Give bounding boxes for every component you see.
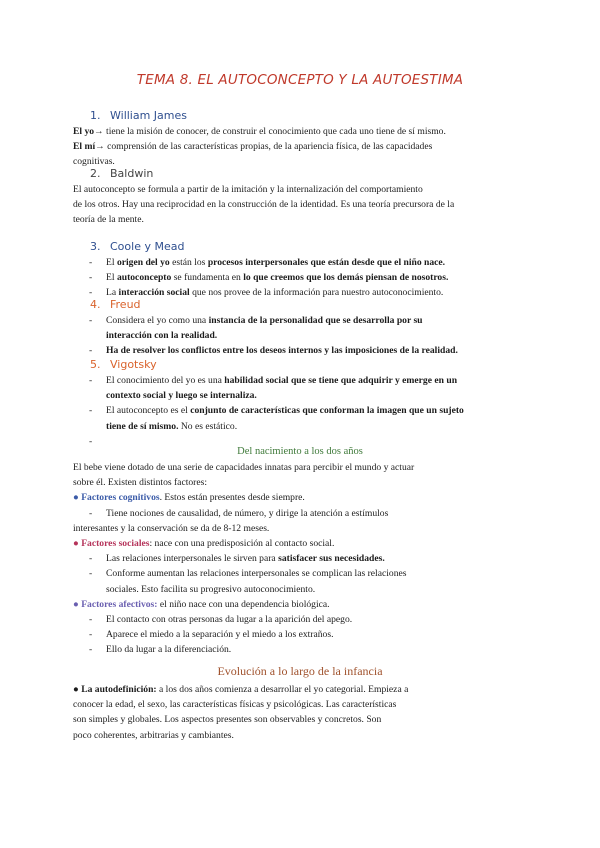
list-item: - Ha de resolver los conflictos entre los deseos internos y las imposiciones de la realidad. <box>89 345 458 357</box>
evolucion-text <box>73 682 553 743</box>
list-item: - El autoconcepto es el conjunto de características que conforman la imagen que un sujeto tiene de sí mismo. No es estático. <box>89 405 464 432</box>
list-item: - Las relaciones interpersonales le sirven para satisfacer sus necesidades. <box>89 553 385 565</box>
list-item: - Tiene nociones de causalidad, de número, y dirige la atención a estímulos <box>89 507 389 519</box>
factor-social: ● Factores sociales: nace con una predisposición al contacto social. <box>73 538 335 550</box>
list-item: - La interacción social que nos provee de la información para nuestro autoconocimiento. <box>89 287 444 299</box>
coole-mead-list <box>73 255 553 301</box>
paragraph: cognitivas. <box>73 156 115 168</box>
paragraph: conocer la edad, el sexo, las características físicas y psicológicas. Las características <box>73 699 397 711</box>
nacimiento-text <box>73 460 553 658</box>
william-james-text <box>73 124 533 170</box>
paragraph: El bebe viene dotado de una serie de capacidades innatas para percibir el mundo y actuar <box>73 462 415 473</box>
section-heading-baldwin: 2. Baldwin <box>90 167 154 180</box>
list-item: - Aparece el miedo a la separación y el miedo a los extraños. <box>89 629 334 641</box>
paragraph: El autoconcepto se formula a partir de la imitación y la internalización del comportamiento <box>73 184 423 195</box>
section-title-evolucion: Evolución a lo largo de la infancia <box>217 664 383 678</box>
factor-afectivo: ● Factores afectivos: el niño nace con una dependencia biológica. <box>73 598 330 610</box>
section-heading-freud: 4. Freud <box>90 298 141 311</box>
list-item: - <box>89 435 93 447</box>
section-heading-william-james: 1. William James <box>90 109 188 122</box>
baldwin-text <box>73 182 533 228</box>
document-title: TEMA 8. EL AUTOCONCEPTO Y LA AUTOESTIMA <box>136 72 464 88</box>
paragraph: interesantes y la conservación se da de 8-12 meses. <box>73 522 270 534</box>
freud-list <box>73 313 553 359</box>
paragraph: El mí→ comprensión de las características propias, de la apariencia física, de las capacidades <box>73 141 433 153</box>
paragraph: El yo→ tiene la misión de conocer, de construir el conocimiento que cada uno tiene de sí mismo. <box>73 126 446 137</box>
paragraph: teoría de la mente. <box>73 214 144 226</box>
list-item: - Conforme aumentan las relaciones interpersonales se complican las relaciones sociales. Esto facilita su progresivo autoconocimiento. <box>89 568 407 595</box>
paragraph: de los otros. Hay una reciprocidad en la construcción de la identidad. Es una teoría precursora de la <box>73 199 455 211</box>
list-item: - Ello da lugar a la diferenciación. <box>89 644 232 656</box>
list-item: - El conocimiento del yo es una habilidad social que se tiene que adquirir y emerge en un contexto social y luego se internaliza. <box>89 375 458 402</box>
list-item: - El origen del yo están los procesos interpersonales que están desde que el niño nace. <box>89 257 446 268</box>
paragraph: sobre él. Existen distintos factores: <box>73 477 208 489</box>
list-item: - Considera el yo como una instancia de la personalidad que se desarrolla por su interacción con la realidad. <box>89 315 423 342</box>
list-item: - El autoconcepto se fundamenta en lo que creemos que los demás piensan de nosotros. <box>89 272 449 284</box>
paragraph: poco coherentes, arbitrarias y cambiantes. <box>73 729 234 741</box>
paragraph: ● La autodefinición: a los dos años comienza a desarrollar el yo categorial. Empieza a <box>73 684 409 695</box>
vigotsky-list <box>73 373 553 449</box>
paragraph: son simples y globales. Los aspectos presentes son observables y concretos. Son <box>73 714 382 726</box>
section-heading-vigotsky: 5. Vigotsky <box>90 358 157 371</box>
section-title-nacimiento: Del nacimiento a los dos años <box>237 446 363 457</box>
factor-cognitivo: ● Factores cognitivos. Estos están presentes desde siempre. <box>73 492 305 504</box>
list-item: - El contacto con otras personas da lugar a la aparición del apego. <box>89 614 353 626</box>
section-heading-coole-mead: 3. Coole y Mead <box>90 240 185 253</box>
